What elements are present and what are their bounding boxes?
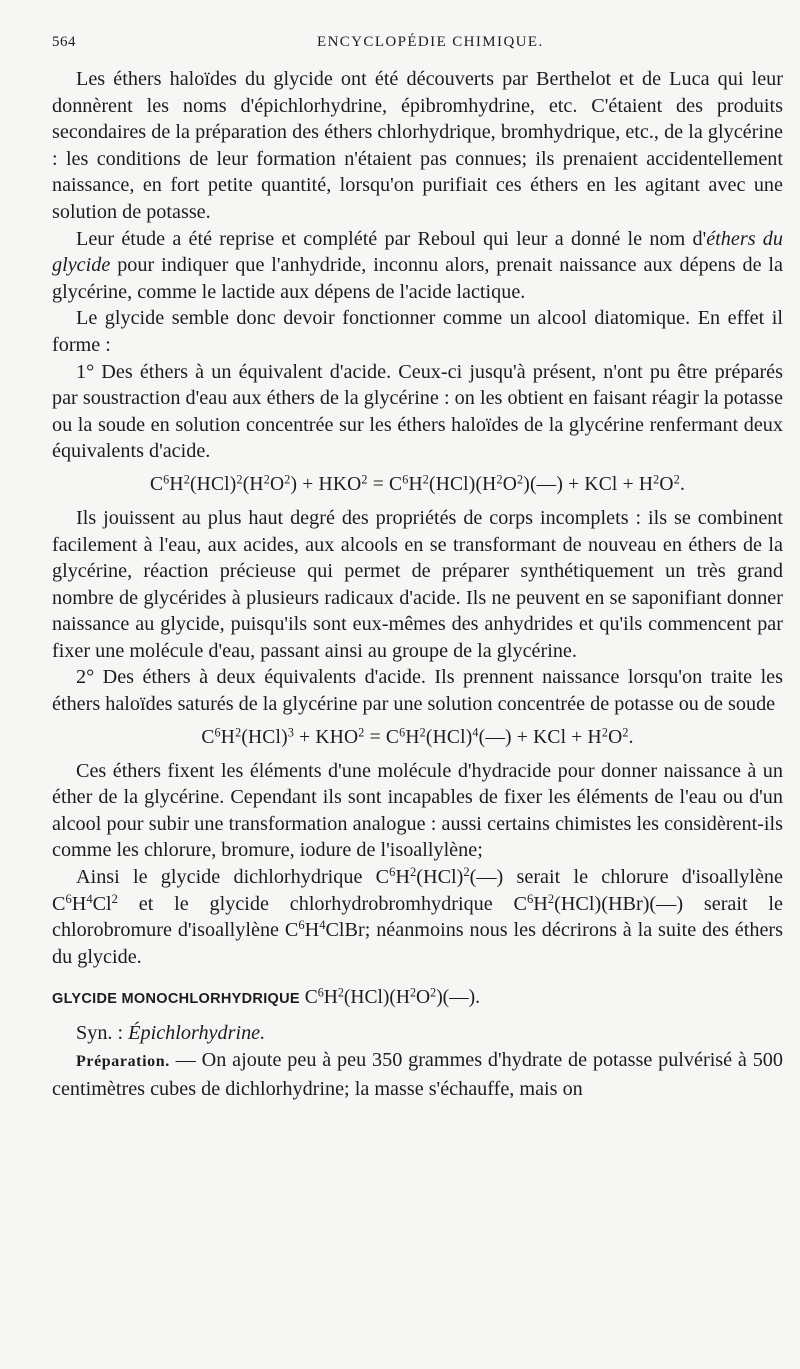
text-run: H xyxy=(533,892,548,915)
formula-token: H xyxy=(220,726,236,748)
paragraph-reboul-term: éthers du glycide xyxy=(52,227,783,277)
formula-token: O xyxy=(502,473,518,495)
formula-sup: 3 xyxy=(287,725,295,740)
synonym-label: Syn. : xyxy=(76,1022,129,1045)
formula-token: H xyxy=(405,726,420,748)
formula-token: ) + HKO xyxy=(290,473,362,495)
formula-sup: 2 xyxy=(235,725,242,740)
paragraph-properties: Ils jouissent au plus haut degré des propriétés de corps incomplets : ils se combinent facilement à l'eau, aux acides, aux alcools en se transformant de nouveau en éthers de la glycérine, réaction précieuse qui permet de préparer synthétiquement un très grand nombre de glycérides à plusieurs radicaux d'acide. Ils ne peuvent en se saponifiant donner naissance au glycide, puisqu'ils sont eux-mêmes des anhydrides et qu'ils commencent par fixer une molécule d'eau, passant ainsi au groupe de la glycérine. xyxy=(52,506,783,662)
page-header xyxy=(52,34,792,58)
text-run: (HCl) xyxy=(416,866,464,889)
formula-sup: 2 xyxy=(622,725,629,740)
formula-token: C xyxy=(149,473,164,495)
formula-sup: 2 xyxy=(517,472,524,487)
formula-token: + KHO xyxy=(294,726,359,748)
text-run: H xyxy=(304,919,320,942)
formula-sup: 2 xyxy=(337,985,344,1000)
formula-sup: 2 xyxy=(496,472,503,487)
formula-token: . xyxy=(628,726,634,748)
paragraph-preparation xyxy=(52,1047,783,1102)
formula-sup: 2 xyxy=(410,985,417,1000)
formula-sup: 2 xyxy=(653,472,660,487)
formula-sup: 2 xyxy=(183,472,190,487)
text-run: H xyxy=(395,866,410,889)
formula-sup: 2 xyxy=(422,472,429,487)
formula-sup: 4 xyxy=(472,725,479,740)
formula-sup: 6 xyxy=(65,891,72,906)
text-run: ClBr; néanmoins nous les décrirons à la suite des éthers du glycide. xyxy=(52,919,783,968)
paragraph-two-equivalents: 2° Des éthers à deux équivalents d'acide. Ils prennent naissance lorsqu'on traite les éthers haloïdes saturés de la glycérine par une solution concentrée de potasse ou de soude xyxy=(52,666,783,716)
text-run: (—) serait le chlorure d'isoallylène C xyxy=(52,866,783,915)
formula-sup: 2 xyxy=(430,985,437,1000)
formula-token: H xyxy=(408,473,423,495)
formula-token: (HCl) xyxy=(241,726,288,748)
formula-sup: 2 xyxy=(419,725,426,740)
formula-sup: 2 xyxy=(111,891,118,906)
formula-sup: 2 xyxy=(410,865,417,880)
formula-sup: 6 xyxy=(402,472,409,487)
formula-sup: 2 xyxy=(236,472,243,487)
formula-two-equivalents xyxy=(52,725,783,751)
synonym-value: Épichlorhydrine. xyxy=(128,1022,266,1045)
formula-token: H xyxy=(323,987,338,1009)
formula-token: C xyxy=(201,726,215,748)
formula-token: O xyxy=(269,473,285,495)
formula-token: (HCl) xyxy=(189,473,237,495)
paragraph-hydracid: Ces éthers fixent les éléments d'une molécule d'hydracide pour donner naissance à un éther de la glycérine. Cependant ils sont incapables de fixer les éléments de l'eau ou d'un alcool pour subir une transformation analogue : aussi certains chimistes les considèrent-ils comme les chlorure, bromure, iodure de l'isoallylène; xyxy=(52,759,783,862)
formula-token: H xyxy=(169,473,184,495)
synonym-line xyxy=(52,1019,783,1047)
formula-token: . xyxy=(679,473,686,495)
formula-sup: 2 xyxy=(601,725,609,740)
body-text xyxy=(52,66,783,1103)
paragraph-reboul xyxy=(52,226,783,306)
formula-sup: 6 xyxy=(399,725,406,740)
paragraph-isoallylene xyxy=(52,864,783,970)
preparation-label: Préparation. xyxy=(76,1053,170,1071)
paragraph-reboul-post: pour indiquer que l'anhydride, inconnu alors, prenait naissance aux dépens de la glycérine, comme le lactide aux dépens de l'acide lactique. xyxy=(52,254,783,303)
formula-sup: 6 xyxy=(214,725,221,740)
formula-token: (HCl)(H xyxy=(429,473,497,495)
formula-token: )(—) + KCl + H xyxy=(523,473,654,495)
paragraph-one-equivalent: 1° Des éthers à un équivalent d'acide. Ceux-ci jusqu'à présent, n'ont pu être préparés par soustraction d'eau aux éthers de la glycérine : on les obtient en faisant réagir la potasse ou la soude en solution concentrée sur les éthers haloïdes de la glycérine renfermant deux équivalents d'acide. xyxy=(52,360,783,463)
formula-sup: 2 xyxy=(463,865,470,880)
formula-sup: 2 xyxy=(673,472,680,487)
preparation-text: — On ajoute peu à peu 350 grammes d'hydrate de potasse pulvérisé à 500 centimètres cubes de dichlorhydrine; la masse s'échauffe, mais on xyxy=(52,1049,783,1100)
formula-sup: 4 xyxy=(86,891,93,906)
formula-sup: 2 xyxy=(263,472,270,487)
formula-sup: 6 xyxy=(163,472,170,487)
text-run: et le glycide chlorhydrobromhydrique C xyxy=(117,892,527,915)
formula-token: (H xyxy=(242,473,264,495)
formula-token: )(—). xyxy=(436,987,481,1009)
formula-sup: 6 xyxy=(298,918,305,933)
entry-name: GLYCIDE MONOCHLORHYDRIQUE xyxy=(52,991,300,1008)
text-run: Cl xyxy=(92,892,112,915)
formula-token: (HCl) xyxy=(425,726,473,748)
formula-token: = C xyxy=(364,726,400,748)
formula-sup: 2 xyxy=(547,891,555,906)
formula-token: O xyxy=(659,473,674,495)
paragraph-diatomic: Le glycide semble donc devoir fonctionner comme un alcool diatomique. En effet il forme : xyxy=(52,307,783,356)
formula-sup: 2 xyxy=(358,725,365,740)
formula-one-equivalent xyxy=(52,472,783,498)
page-number: 564 xyxy=(52,34,76,50)
paragraph-discovery: Les éthers haloïdes du glycide ont été découverts par Berthelot et de Luca qui leur donnèrent les noms d'épichlorhydrine, épibromhydrine, etc. C'étaient des produits secondaires de la préparation des éthers chlorhydrique, bromhydrique, etc., de la glycérine : les conditions de leur formation n'étaient pas connues; ils prenaient accidentellement naissance, en fort petite quantité, lorsqu'on purifiait ces éthers en les agitant avec une solution de potasse. xyxy=(52,68,783,223)
formula-token: (—) + KCl + H xyxy=(478,726,602,748)
formula-sup: 6 xyxy=(527,891,534,906)
formula-token: (HCl)(H xyxy=(343,987,410,1009)
formula-token: O xyxy=(608,726,623,748)
formula-token: O xyxy=(416,987,431,1009)
running-head: ENCYCLOPÉDIE CHIMIQUE. xyxy=(317,34,544,50)
formula-sup: 2 xyxy=(284,472,291,487)
formula-sup: 6 xyxy=(317,985,324,1000)
text-run: Ainsi le glycide dichlorhydrique C xyxy=(76,866,390,889)
paragraph-reboul-pre: Leur étude a été reprise et complété par Reboul qui leur a donné le nom d' xyxy=(76,227,707,250)
formula-token: = C xyxy=(367,473,403,495)
formula-sup: 6 xyxy=(389,865,396,880)
formula-token: C xyxy=(299,987,318,1009)
formula-sup: 2 xyxy=(361,472,368,487)
text-run: (HCl)(HBr)(—) serait le chlorobromure d'isoallylène C xyxy=(52,892,783,942)
entry-heading xyxy=(52,984,783,1013)
formula-sup: 4 xyxy=(319,918,326,933)
text-run: H xyxy=(71,892,87,915)
